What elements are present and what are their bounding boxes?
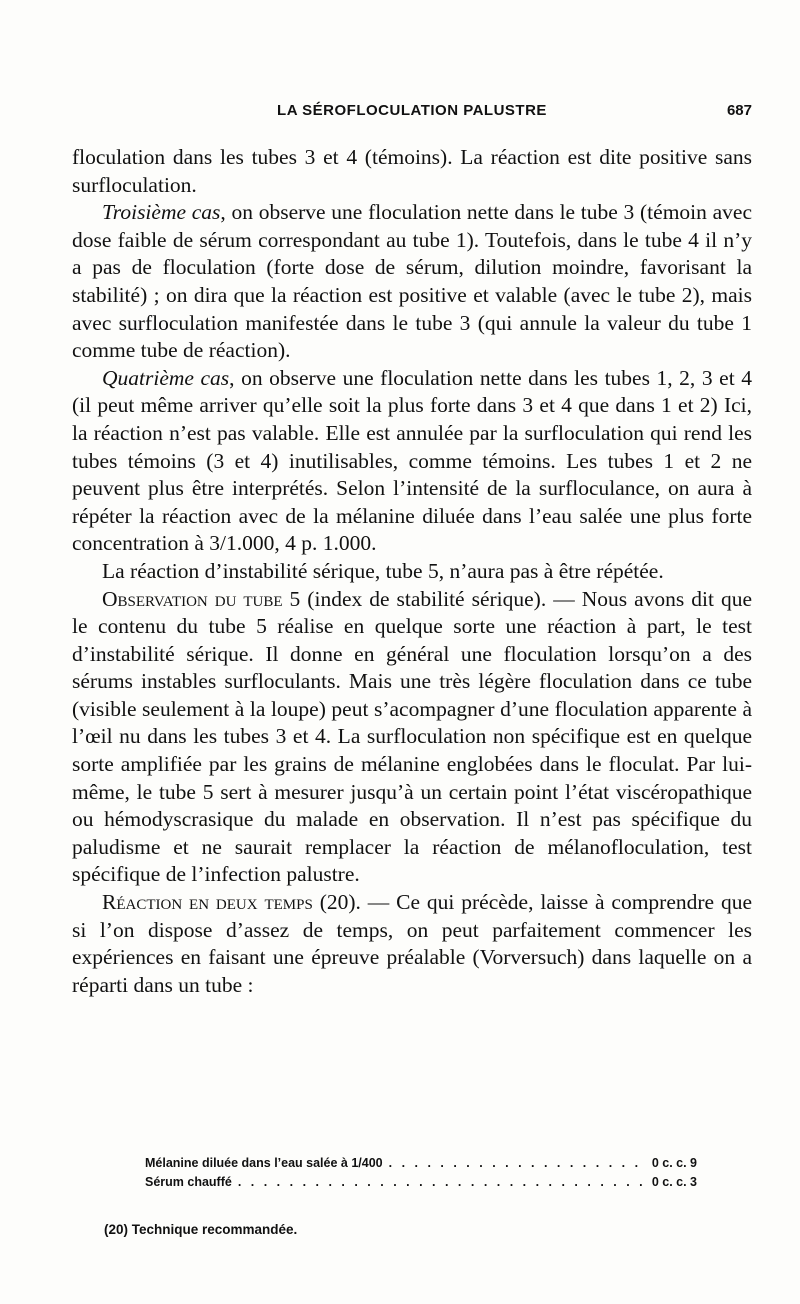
paragraph-1 — [72, 144, 752, 199]
page-number: 687 — [726, 102, 752, 119]
paragraph-1-text: floculation dans les tubes 3 et 4 (témoins). La réaction est dite positive sans surfloculation. — [72, 145, 752, 197]
leader-dots — [389, 1154, 646, 1173]
page-header — [72, 102, 752, 132]
paragraph-troisieme-cas — [72, 199, 752, 365]
recipe-row — [145, 1154, 697, 1173]
paragraph-quatrieme-cas — [72, 365, 752, 558]
footnote: (20) Technique recommandée. — [104, 1222, 298, 1237]
paragraph-deux-temps — [72, 889, 752, 999]
paragraph-troisieme-text: , on observe une floculation nette dans le tube 3 (témoin avec dose faible de sérum correspondant au tube 1). Toutefois, dans le tube 4 il n’y a pas de floculation (forte dose de sérum, dilution moindre, favorisant la stabilité) ; on dira que la réaction est positive et valable (avec le tube 2), mais avec surfloculation manifestée dans le tube 3 (qui annule la valeur du tube 1 comme tube de réaction). — [72, 200, 752, 363]
leader-dots — [238, 1173, 646, 1192]
running-title: LA SÉROFLOCULATION PALUSTRE — [277, 102, 547, 119]
recipe-row — [145, 1173, 697, 1192]
paragraph-quatrieme-text: , on observe une floculation nette dans les tubes 1, 2, 3 et 4 (il peut même arriver qu’elle soit la plus forte dans 3 et 4 que dans 1 et 2) Ici, la réaction n’est pas valable. Elle est annulée par la surfloculation qui rend les tubes témoins (3 et 4) inutilisables, comme témoins. Les tubes 1 et 2 ne peuvent plus être interprétés. Selon l’intensité de la surfloculance, on aura à répéter la réaction avec de la mélanine diluée dans l’eau salée une plus forte concentration à 3/1.000, 4 p. 1.000. — [72, 365, 752, 556]
recipe-value: 0 c. c. 3 — [651, 1175, 697, 1189]
recipe-table — [145, 1154, 697, 1192]
paragraph-observation-text: 5 (index de stabilité sérique). — Nous avons dit que le contenu du tube 5 réalise en quelque sorte une réaction à part, le test d’instabilité sérique. Il donne en général une floculation lorsqu’on a des sérums instables surfloculants. Mais une très légère floculation dans ce tube (visible seulement à la loupe) peut s’acompagner d’une floculation apparente à l’œil nu dans les tubes 3 et 4. La surfloculation non spécifique est en quelque sorte amplifiée par les grains de mélanine englobées dans le floculat. Par lui-même, le tube 5 sert à mesurer jusqu’à un certain point l’état viscéropathique ou hémodyscrasique du malade en observation. Il n’est pas spécifique du paludisme et ne saurait remplacer la réaction de mélanofloculation, test spécifique de l’infection palustre. — [72, 586, 753, 887]
section-heading-deux-temps: Réaction en deux temps — [102, 890, 313, 915]
case-heading-troisieme: Troisième cas — [102, 200, 221, 225]
paragraph-instabilite — [72, 558, 752, 586]
paragraph-deux-temps-text: (20). — Ce qui précède, laisse à comprendre que si l’on dispose d’assez de temps, on peut parfaitement commencer les expériences en faisant une épreuve préalable (Vorversuch) dans laquelle on a réparti dans un tube : — [72, 890, 753, 997]
case-heading-quatrieme: Quatrième cas — [102, 365, 230, 390]
section-heading-observation: Observation du tube — [102, 586, 283, 611]
main-text — [72, 144, 752, 999]
recipe-label: Sérum chauffé — [145, 1175, 232, 1189]
paragraph-instabilite-text: La réaction d’instabilité sérique, tube 5, n’aura pas à être répétée. — [102, 558, 664, 583]
recipe-label: Mélanine diluée dans l’eau salée à 1/400 — [145, 1156, 383, 1170]
recipe-value: 0 c. c. 9 — [651, 1156, 697, 1170]
paragraph-observation-tube-5 — [72, 586, 752, 890]
